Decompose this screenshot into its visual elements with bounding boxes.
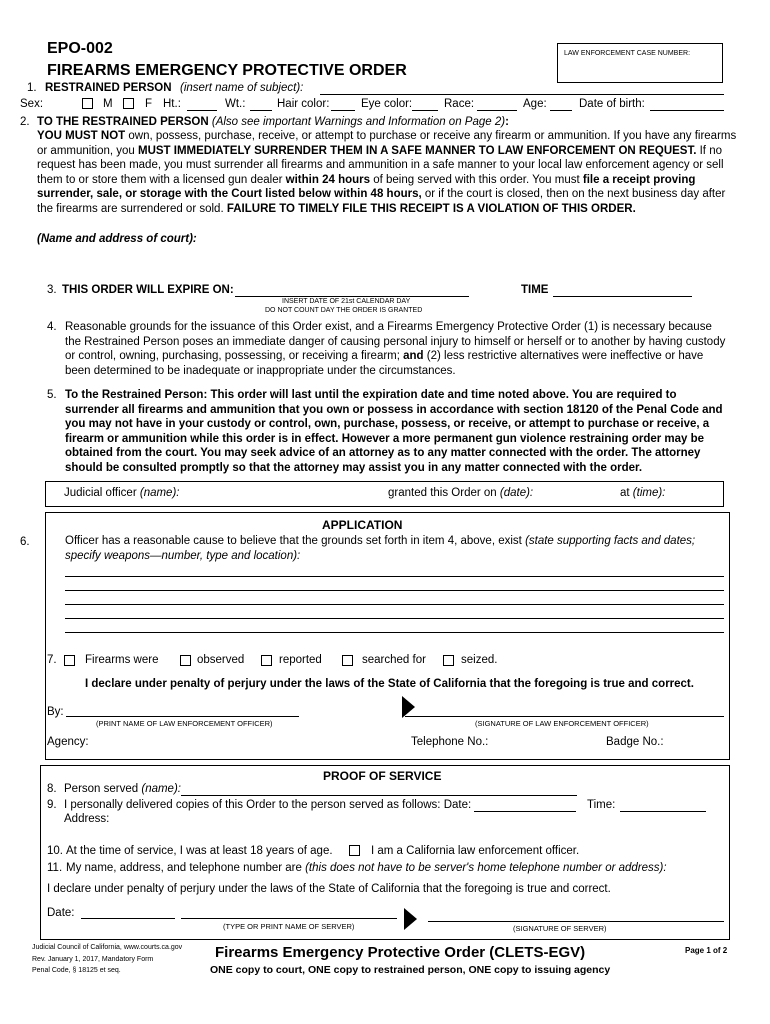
item1-label: RESTRAINED PERSON [45,82,172,94]
server-info-label [66,862,667,874]
judicial-officer-label [64,487,179,499]
text-span: Person served [64,783,142,795]
text-span: (name): [139,487,180,499]
form-id: EPO-002 [47,40,113,57]
text-span: Reasonable grounds for the issuance of this Order exist, and a Firearms Emergency Protective Order (1) is necessary because the Restrained Person poses an immediate danger of causing personal injury to himself or herself or to another by having custody or control, owning, purchasing, possessing, or receiving a firearm; [65,321,726,362]
reported-checkbox[interactable] [261,655,272,666]
officer-signature-field[interactable] [405,716,724,717]
address-label: Address: [64,813,110,825]
observed-checkbox[interactable] [180,655,191,666]
age-field[interactable] [550,110,572,111]
expire-note-2: DO NOT COUNT DAY THE ORDER IS GRANTED [265,307,423,314]
granted-time-label [620,487,665,499]
text-span: (date): [499,487,534,499]
eye-label: Eye color: [361,98,413,110]
sex-f-label: F [145,98,153,110]
weight-field[interactable] [250,110,272,111]
footer-title: Firearms Emergency Protective Order (CLETS-EGV) [215,944,586,961]
service-date-field[interactable] [474,811,576,812]
form-title: FIREARMS EMERGENCY PROTECTIVE ORDER [47,62,407,79]
weight-label: Wt.: [225,98,246,110]
race-field[interactable] [477,110,517,111]
item2-paragraph [37,129,737,216]
age18-label: At the time of service, I was at least 18 years of age. [66,845,333,857]
expire-time-label: TIME [521,284,549,296]
reported-label: reported [279,654,322,666]
age-label: Age: [523,98,547,110]
sex-m-checkbox[interactable] [82,98,93,109]
facts-line-2[interactable] [65,590,724,591]
item7-num: 7. [47,654,57,666]
item8-num: 8. [47,783,57,795]
text-span: Judicial officer [64,487,140,499]
facts-line-5[interactable] [65,632,724,633]
item1-num: 1. [27,82,37,94]
text-span: (Also see important Warnings and Information on Page 2) [211,116,506,128]
text-span: (2) less restrictive alternatives were ineffective or have been determined to be inadequate or inappropriate under the circumstances. [65,350,704,377]
badge-label: Badge No.: [606,736,664,748]
server-name-field[interactable] [181,918,397,919]
sex-f-checkbox[interactable] [123,98,134,109]
text-span: If no request has been made, you must surrender all firearms and ammunition in a safe manner to your local law enforcement agency or sell them to or store them with a licensed gun dealer [37,144,724,186]
text-span: own, possess, purchase, receive, or attempt to purchase or receive any firearm or ammunition. If you have any firearms or ammunition, you [37,130,737,157]
race-label: Race: [444,98,475,110]
observed-label: observed [197,654,245,666]
server-name-caption: (TYPE OR PRINT NAME OF SERVER) [223,922,355,931]
expire-label: THIS ORDER WILL EXPIRE ON: [62,284,234,296]
case-number-label: LAW ENFORCEMENT CASE NUMBER: [564,50,691,57]
footer-rev: Rev. January 1, 2017, Mandatory Form [32,956,154,963]
officer-name-field[interactable] [66,716,299,717]
text-span: within 24 hours [285,173,371,186]
judicial-officer-box[interactable] [45,481,724,507]
facts-line-4[interactable] [65,618,724,619]
server-signature-caption: (SIGNATURE OF SERVER) [513,924,607,933]
text-span: Officer has a reasonable cause to believe that the grounds set forth in item 4, above, exist [65,535,526,547]
footer-penal: Penal Code, § 18125 et seq. [32,967,121,974]
footer-council: Judicial Council of California, www.courts.ca.gov [32,944,183,951]
page-number: Page 1 of 2 [685,946,728,955]
person-served-label [64,783,181,795]
sign-here-arrow-icon [402,696,415,718]
expire-note-1: INSERT DATE OF 21st CALENDAR DAY [282,298,411,305]
text-span: YOU MUST NOT [37,130,126,142]
ca-officer-label: I am a California law enforcement officer. [371,845,580,857]
searched-for-label: searched for [362,654,426,666]
text-span: MUST IMMEDIATELY SURRENDER THEM IN A SAFE MANNER TO LAW ENFORCEMENT ON REQUEST. [138,144,697,157]
text-span: granted this Order on [388,487,500,499]
delivered-label: I personally delivered copies of this Order to the person served as follows: Date: [64,799,472,811]
telephone-label: Telephone No.: [411,736,489,748]
text-span: (time): [632,487,666,499]
service-time-field[interactable] [620,811,706,812]
person-served-field[interactable] [181,795,577,796]
sex-m-label: M [103,98,113,110]
eye-field[interactable] [412,110,438,111]
height-label: Ht.: [163,98,181,110]
text-span: file a receipt proving surrender, sale, or storage with the Court listed below within 48 hours, [37,173,696,200]
by-label: By: [47,706,64,718]
item6-num: 6. [20,536,30,548]
item2-num: 2. [20,116,30,128]
item1-hint: (insert name of subject): [180,82,304,94]
case-number-box[interactable] [557,43,723,83]
item9-num: 9. [47,799,57,811]
item3-num: 3. [47,284,57,296]
server-sign-here-arrow-icon [404,908,417,930]
proof-declaration: I declare under penalty of perjury under the laws of the State of California that the foregoing is true and correct. [47,883,611,895]
agency-label: Agency: [47,736,89,748]
court-label: (Name and address of court): [37,233,197,245]
expire-date-field[interactable] [235,296,469,297]
proof-date-field[interactable] [81,918,175,919]
item5-num: 5. [47,389,57,401]
item4-num: 4. [47,321,57,333]
dob-label: Date of birth: [579,98,645,110]
text-span: FAILURE TO TIMELY FILE THIS RECEIPT IS A VIOLATION OF THIS ORDER. [226,202,636,215]
proof-date-label: Date: [47,907,75,919]
sex-label: Sex: [20,98,44,110]
hair-label: Hair color: [277,98,330,110]
item2-heading [37,116,509,128]
text-span: of being served with this order. You must [370,173,583,186]
footer-copies: ONE copy to court, ONE copy to restrained person, ONE copy to issuing agency [210,964,611,976]
item5-paragraph: To the Restrained Person: This order will last until the expiration date and time noted above. You are required to surrender all firearms and ammunition that you own or possess in accordance with section 18120 of the Penal Code and you may not have in your custody or control, own, purchase, possess, or receive, or attempt to purchase or receive, a firearm or ammunition while this order is in effect. However a more permanent gun violence restraining order may be obtained from the court. You may seek advice of an attorney as to any matter connected with the order. The attorney should be consulted promptly so that the attorney may assist you in any matter connected with the order. [65,389,723,474]
application-heading: APPLICATION [322,518,403,532]
dob-field[interactable] [650,110,724,111]
height-field[interactable] [187,110,217,111]
firearms-were-checkbox[interactable] [64,655,75,666]
hair-field[interactable] [331,110,355,111]
seized-label: seized. [461,654,498,666]
firearms-were-label: Firearms were [85,654,159,666]
text-span: My name, address, and telephone number are [66,862,306,874]
text-span: TO THE RESTRAINED PERSON [37,116,209,128]
granted-date-label [388,487,533,499]
text-span: (state supporting facts and dates; specify weapons—number, type and location): [65,535,696,562]
text-span: at [620,487,633,499]
item10-num: 10. [47,845,63,857]
text-span: : [505,116,509,128]
searched-for-checkbox[interactable] [342,655,353,666]
item6-text [65,534,715,563]
text-span: (this does not have to be server's home telephone number or address): [305,862,667,874]
facts-line-3[interactable] [65,604,724,605]
officer-name-caption: (PRINT NAME OF LAW ENFORCEMENT OFFICER) [96,719,273,728]
service-time-label: Time: [587,799,616,811]
facts-line-1[interactable] [65,576,724,577]
expire-time-field[interactable] [553,296,692,297]
text-span: (name): [141,783,181,795]
officer-signature-caption: (SIGNATURE OF LAW ENFORCEMENT OFFICER) [475,719,649,728]
server-signature-field[interactable] [428,921,724,922]
seized-checkbox[interactable] [443,655,454,666]
text-span: or if the court is closed, then on the next business day after the firearms are surrendered or sold. [37,188,726,215]
application-declaration: I declare under penalty of perjury under the laws of the State of California that the foregoing is true and correct. [85,678,694,690]
text-span: and [403,350,424,362]
item4-paragraph [65,320,730,378]
proof-heading: PROOF OF SERVICE [323,769,442,783]
ca-officer-checkbox[interactable] [349,845,360,856]
subject-name-field[interactable] [320,94,724,95]
item11-num: 11. [47,862,63,874]
